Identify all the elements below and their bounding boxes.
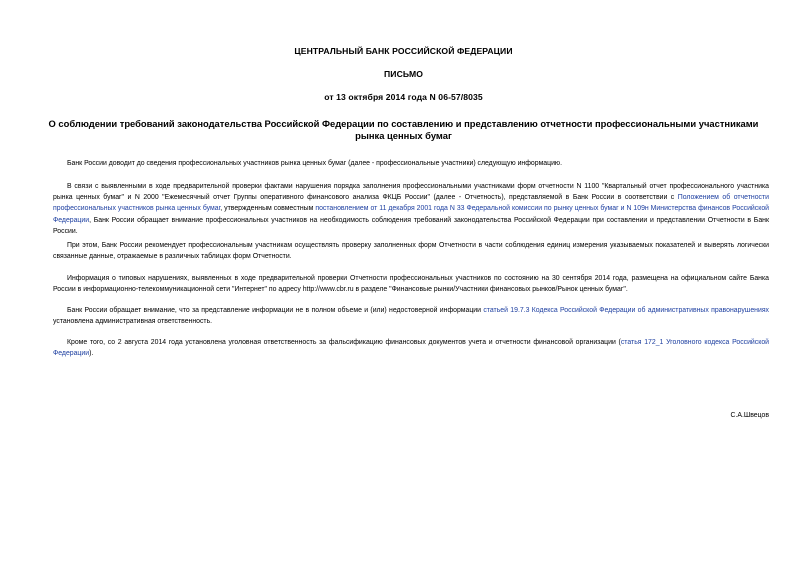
regulation-link[interactable]: Положением об отчетности профессиональных участников рынка ценных бумаг	[53, 194, 769, 213]
paragraph-5-text-a: Банк России обращает внимание, что за представление информации не в полном объеме и (или) недостоверной информации	[67, 307, 484, 314]
paragraph-5-text-b: установлена административная ответственность.	[53, 318, 213, 326]
issuer-heading: ЦЕНТРАЛЬНЫЙ БАНК РОССИЙСКОЙ ФЕДЕРАЦИИ	[294, 46, 513, 56]
paragraph-1: Банк России доводит до сведения профессиональных участников рынка ценных бумаг (далее - профессиональные участники) следующую информацию.	[67, 160, 563, 167]
paragraph-6	[53, 337, 769, 359]
document-title: О соблюдении требований законодательства Российской Федерации по составлению и представлению отчетности профессиональными участниками рынка ценных бумаг	[48, 118, 759, 141]
resolution-link[interactable]: постановлением от 11 декабря 2001 года N 33 Федеральной комиссии по рынку ценных бумаг и N 109н Министерства финансов Российской Федерации	[53, 205, 770, 224]
paragraph-2	[53, 181, 769, 237]
paragraph-4: Информация о типовых нарушениях, выявленных в ходе предварительной проверки Отчетности профессиональных участников по состоянию на 30 сентября 2014 года, размещена на официальном сайте Банка России в информационно-телекоммуникационной сети "Интернет" по адресу http://www.cbr.ru в разделе "Финансовые рынки/Участники финансовых рынков/Рынок ценных бумаг".	[53, 275, 769, 294]
paragraph-6-text-a: Кроме того, со 2 августа 2014 года установлена уголовная ответственность за фальсификацию финансовых документов учета и отчетности финансовой организации (	[67, 339, 621, 346]
paragraph-5	[53, 305, 769, 327]
paragraph-3: При этом, Банк России рекомендует профессиональным участникам осуществлять проверку заполненных форм Отчетности в части соблюдения единиц измерения указываемых показателей и выверять логически связанные данные, отражаемые в различных таблицах форм Отчетности.	[53, 242, 769, 261]
document-type: ПИСЬМО	[384, 69, 423, 79]
paragraph-6-text-b: ).	[89, 350, 94, 358]
paragraph-2-text-c: , Банк России обращает внимание профессиональных участников на необходимость соблюдения требований законодательства Российской Федерации при составлении и представлении Отчетности в Банк России.	[53, 216, 769, 235]
criminal-code-link[interactable]: статья 172_1 Уголовного кодекса Российской Федерации	[53, 339, 770, 358]
paragraph-2-text-b: , утвержденным совместным	[220, 205, 316, 213]
document-date-number: от 13 октября 2014 года N 06-57/8035	[324, 92, 483, 102]
signature: С.А.Швецов	[730, 412, 769, 419]
paragraph-2-text-a: В связи с выявленными в ходе предварительной проверки фактами нарушения порядка заполнения профессиональными участниками форм отчетности N 1100 "Квартальный отчет профессионального участника рынка ценных бумаг" и N 2000 "Ежемесячный отчет Группы оперативного финансового анализа ФКЦБ России" (далее - Отчетность), представляемой в Банк России в соответствии с	[53, 183, 769, 202]
administrative-code-link[interactable]: статьей 19.7.3 Кодекса Российской Федерации об административных правонарушениях	[483, 307, 769, 314]
